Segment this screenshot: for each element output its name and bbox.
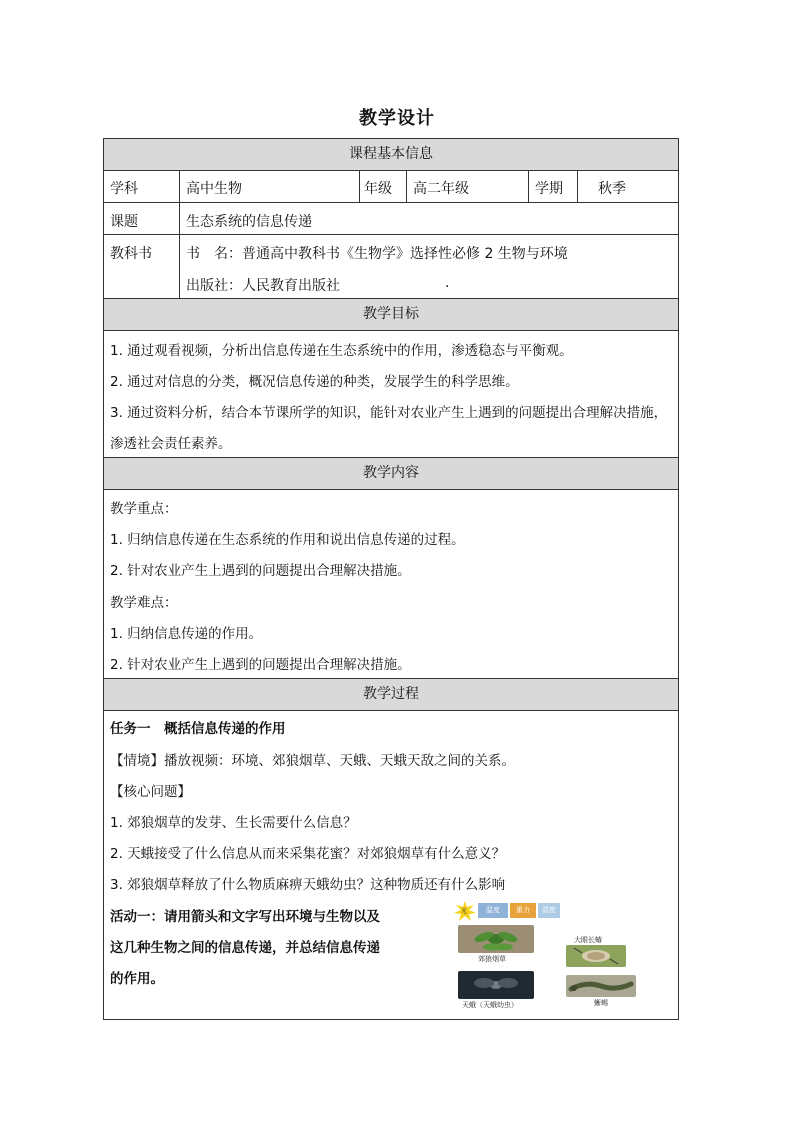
difficult-point-1: 1. 归纳信息传递的作用。 [110, 626, 263, 642]
question-2: 2. 天蛾接受了什么信息从而来采集花蜜？对郊狼烟草有什么意义？ [110, 846, 506, 862]
tobacco-plant-photo [458, 925, 534, 953]
document-title: 教学设计 [359, 108, 435, 129]
sun-label: 光 [461, 908, 468, 915]
textbook-publisher: 出版社：人民教育出版社 [186, 278, 340, 294]
process-header: 教学过程 [104, 679, 678, 710]
grade-label: 年级 [364, 181, 392, 197]
textbook-label: 教科书 [110, 246, 152, 262]
objectives-header: 教学目标 [104, 299, 678, 330]
key-point-1: 1. 归纳信息传递在生态系统的作用和说出信息传递的过程。 [110, 532, 465, 548]
bug-caption: 大眼长蝽 [574, 936, 602, 944]
term-label: 学期 [535, 181, 563, 197]
objective-3-line1: 3. 通过资料分析，结合本节课所学的知识，能针对农业产生上遇到的问题提出合理解决措施， [110, 405, 668, 421]
activity-1-line3: 的作用。 [110, 971, 164, 987]
difficult-points-label: 教学难点： [110, 595, 178, 611]
tobacco-caption: 郊狼烟草 [478, 955, 506, 963]
moth-photo [458, 971, 534, 999]
question-1: 1. 郊狼烟草的发芽、生长需要什么信息？ [110, 815, 357, 831]
question-3: 3. 郊狼烟草释放了什么物质麻痹天蛾幼虫？这种物质还有什么影响 [110, 877, 506, 893]
activity-1-line2: 这几种生物之间的信息传递，并总结信息传递 [110, 940, 380, 956]
lizard-photo [566, 975, 636, 997]
basic-info-header: 课程基本信息 [104, 139, 678, 170]
core-questions-label: 【核心问题】 [110, 784, 191, 800]
topic-value: 生态系统的信息传递 [186, 214, 312, 230]
objective-3-line2: 渗透社会责任素养。 [110, 436, 232, 452]
objective-1: 1. 通过观看视频，分析出信息传递在生态系统中的作用，渗透稳态与平衡观。 [110, 343, 573, 359]
textbook-name: 书 名：普通高中教科书《生物学》选择性必修 2 生物与环境 [186, 246, 568, 262]
ecosystem-figure [454, 901, 664, 1013]
bug-photo [566, 945, 626, 967]
key-point-2: 2. 针对农业产生上遇到的问题提出合理解决措施。 [110, 563, 411, 579]
situation-text: 【情境】播放视频：环境、郊狼烟草、天蛾、天蛾天敌之间的关系。 [110, 753, 515, 769]
topic-label: 课题 [110, 214, 138, 230]
moth-caption: 天蛾（天蛾幼虫） [462, 1001, 518, 1009]
difficult-point-2: 2. 针对农业产生上遇到的问题提出合理解决措施。 [110, 657, 411, 673]
textbook-dot: . [445, 275, 450, 291]
grade-value: 高二年级 [413, 181, 469, 197]
gravity-chip: 重力 [510, 903, 536, 918]
subject-label: 学科 [110, 181, 138, 197]
lizard-caption: 蜥蜴 [594, 999, 608, 1007]
objective-2: 2. 通过对信息的分类，概况信息传递的种类，发展学生的科学思维。 [110, 374, 519, 390]
humidity-chip: 湿度 [538, 903, 560, 918]
lesson-plan-table [103, 138, 679, 1020]
term-value: 秋季 [598, 181, 626, 197]
task-1-title: 任务一 概括信息传递的作用 [110, 721, 286, 737]
temperature-chip: 温度 [478, 903, 508, 918]
key-points-label: 教学重点： [110, 501, 178, 517]
content-header: 教学内容 [104, 458, 678, 489]
activity-1-line1: 活动一：请用箭头和文字写出环境与生物以及 [110, 909, 380, 925]
subject-value: 高中生物 [186, 181, 242, 197]
